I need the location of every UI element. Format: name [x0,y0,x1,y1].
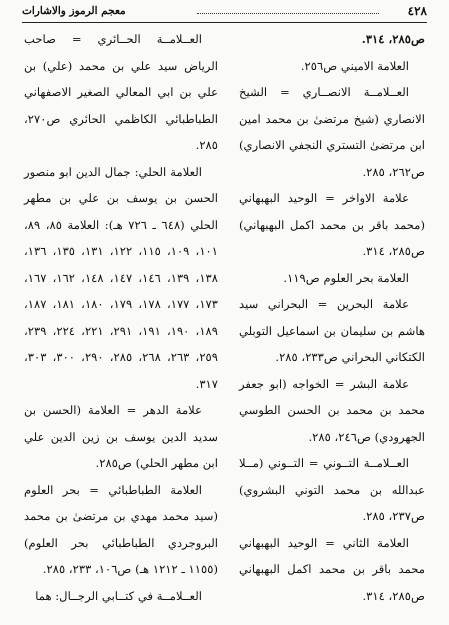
entry: العــلامــة في كتــابي الرجــال: هما [35,588,202,603]
book-title: معجم الرموز والاشارات [22,5,126,17]
entry: ص٢٨٥، ٣١٤. [361,32,425,46]
entry: علامة الدهر = العلامة (الحسن بن سديد الدين يوسف بن زين الدين علي ابن مطهر الحلي) ص٢٨٥. [24,403,218,470]
entry: العــلامــة الحــائري = صاحب الرياض سيد علي بن محمد (علي) بن علي بن ابي المعالي الصغير الاصفهاني الطباطبائي الكاظمي الحائري ص٢٧٠، ٢٨٥. [24,32,218,152]
header-dotted-rule [197,13,379,14]
entry: العلامة الثاني = الوحيد البهبهاني محمد باقر بن محمد اكمل البهبهاني ص٢٨٥، ٣١٤. [239,535,425,603]
entry: علامة الاواخر = الوحيد البهبهاني (محمد باقر بن محمد اكمل البهبهاني) ص٢٨٥، ٣١٤. [239,191,425,258]
page-number: ٤٢٨ [407,4,427,18]
page-header [22,4,427,23]
entry: العلامة الطباطبائي = بحر العلوم (سيد محمد مهدي بن مرتضىٰ بن محمد البروجردي الطباطبائي بحر العلوم) (١١٥٥ ـ ١٢١٢ هـ) ص١٠٦، ٢٣٣، ٢٨٥. [24,482,218,576]
entry: علامة البشر = الخواجه (ابو جعفر محمد بن محمد بن الحسن الطوسي الجهرودي) ص٢٤٦، ٢٨٥. [239,376,425,444]
right-column [239,26,425,609]
left-column [24,26,218,609]
entry: العلامة الاميني ص٢٥٦. [300,58,409,73]
entry: العــلامــة الانصــاري = الشيخ الانصاري (شيخ مرتضىٰ بن محمد امين ابن مرتضىٰ التستري النجفي الانصاري) ص٢٦٢، ٢٨٥. [239,85,425,179]
entry: العــلامــة التــوني = التــوني (مــلا عبدالله بن محمد التوني البشروي) ص٢٣٧، ٢٨٥. [239,456,425,523]
entry: علامة البحرين = البحراني سيد هاشم بن سليمان بن اسماعيل التوبلي الكتكاني البحراني ص٢٣٣، ٢٨٥. [239,297,425,364]
entry: العلامة الحلي: جمال الدين ابو منصور الحسن بن يوسف بن علي بن مطهر الحلي (٦٤٨ ـ ٧٢٦ هـ): العلامة ٨٥، ٨٩، ١٠١، ١٠٩، ١١٥، ١٢٢، ١٣١، ١٣٥، ١٣٦، ١٣٨، ١٣٩، ١٤٦، ١٤٧، ١٤٨، ١٦٢، ١٦٧، ١٧٣، ١٧٧، ١٧٨، ١٧٩، ١٨٠، ١٨١، ١٨٧، ١٨٩، ١٩٠، ١٩١، ٢٩١، ٢٢١، ٢٢٤، ٢٣٩، ٢٥٩، ٢٦٣، ٢٦٨، ٢٨٥، ٢٩٠، ٣٠٠، ٣٠٣، ٣١٧. [24,164,218,391]
entry: العلامة بحر العلوم ص١١٩. [283,270,409,285]
